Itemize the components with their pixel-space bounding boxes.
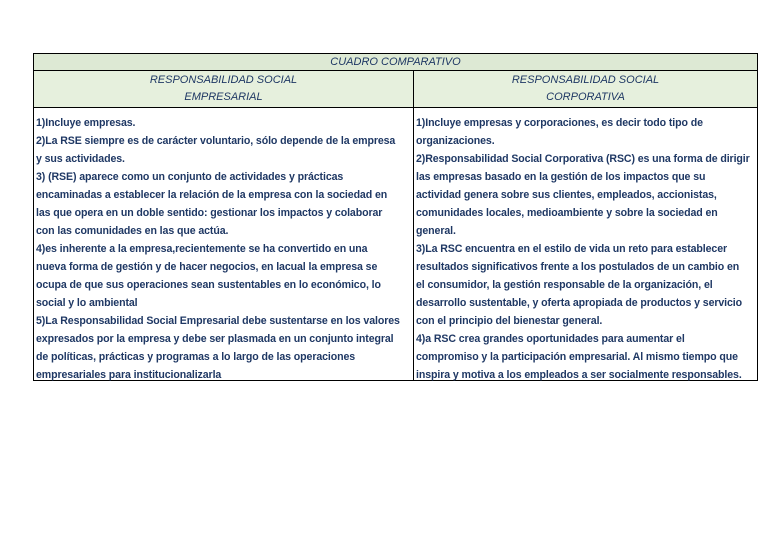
rse-text-line: empresariales para institucionalizarla (36, 369, 222, 381)
rse-text-line: ocupa de que sus operaciones sean sustentables en lo económico, lo (36, 279, 381, 291)
header-row (34, 71, 757, 108)
header-rsc-line-2: CORPORATIVA (546, 91, 625, 103)
rse-text-line: las que opera en un doble sentido: gestionar los impactos y colaborar (36, 207, 383, 219)
rsc-text-line: 4)a RSC crea grandes oportunidades para aumentar el (416, 333, 685, 345)
comparison-table (33, 53, 758, 381)
rsc-text-line: las empresas basado en la gestión de los impactos que su (416, 171, 706, 183)
rse-text-line: 1)Incluye empresas. (36, 117, 136, 129)
header-rse (34, 71, 414, 107)
rsc-text-line: 2)Responsabilidad Social Corporativa (RSC) es una forma de dirigir (416, 153, 750, 165)
rse-text-line: nueva forma de gestión y de hacer negocios, en lacual la empresa se (36, 261, 378, 273)
rse-text-line: con las comunidades en las que actúa. (36, 225, 229, 237)
rsc-text-line: 3)La RSC encuentra en el estilo de vida un reto para establecer (416, 243, 728, 255)
rse-text-line: 5)La Responsabilidad Social Empresarial debe sustentarse en los valores (36, 315, 400, 327)
rsc-text-line: actividad genera sobre sus clientes, empleados, accionistas, (416, 189, 717, 201)
rse-content (34, 108, 414, 380)
rsc-text-line: con el principio del bienestar general. (416, 315, 603, 327)
rse-text-line: 2)La RSE siempre es de carácter voluntario, sólo depende de la empresa (36, 135, 396, 147)
rsc-text-line: comunidades locales, medioambiente y sobre la sociedad en (416, 207, 718, 219)
rse-text-line: y sus actividades. (36, 153, 125, 165)
content-row (34, 108, 757, 380)
header-rsc-line-1: RESPONSABILIDAD SOCIAL (511, 74, 660, 86)
rsc-text-line: desarrollo sustentable, y oferta apropiada de productos y servicio (416, 297, 743, 309)
table-title: CUADRO COMPARATIVO (34, 54, 757, 71)
rsc-content (414, 108, 757, 380)
rse-text-line: 4)es inherente a la empresa,recientemente se ha convertido en una (36, 243, 368, 255)
rse-text-line: 3) (RSE) aparece como un conjunto de actividades y prácticas (36, 171, 344, 183)
rsc-text-line: el consumidor, la gestión responsable de la organización, el (416, 279, 713, 291)
rsc-text-line: inspira y motiva a los empleados a ser socialmente responsables. (416, 369, 742, 381)
rse-text-line: social y lo ambiental (36, 297, 138, 309)
rsc-text-line: compromiso y la participación empresarial. Al mismo tiempo que (416, 351, 738, 363)
rse-text-line: expresados por la empresa y debe ser plasmada en un conjunto integral (36, 333, 394, 345)
rsc-text-line: organizaciones. (416, 135, 495, 147)
header-rse-line-1: RESPONSABILIDAD SOCIAL (149, 74, 298, 86)
header-rse-line-2: EMPRESARIAL (184, 91, 263, 103)
header-rsc (414, 71, 757, 107)
rsc-text-line: resultados significativos frente a los postulados de un cambio en (416, 261, 740, 273)
rsc-text-line: 1)Incluye empresas y corporaciones, es decir todo tipo de (416, 117, 703, 129)
rse-text-line: de políticas, prácticas y programas a lo largo de las operaciones (36, 351, 356, 363)
rse-text-line: encaminadas a establecer la relación de la empresa con la sociedad en (36, 189, 388, 201)
rsc-text-line: general. (416, 225, 456, 237)
